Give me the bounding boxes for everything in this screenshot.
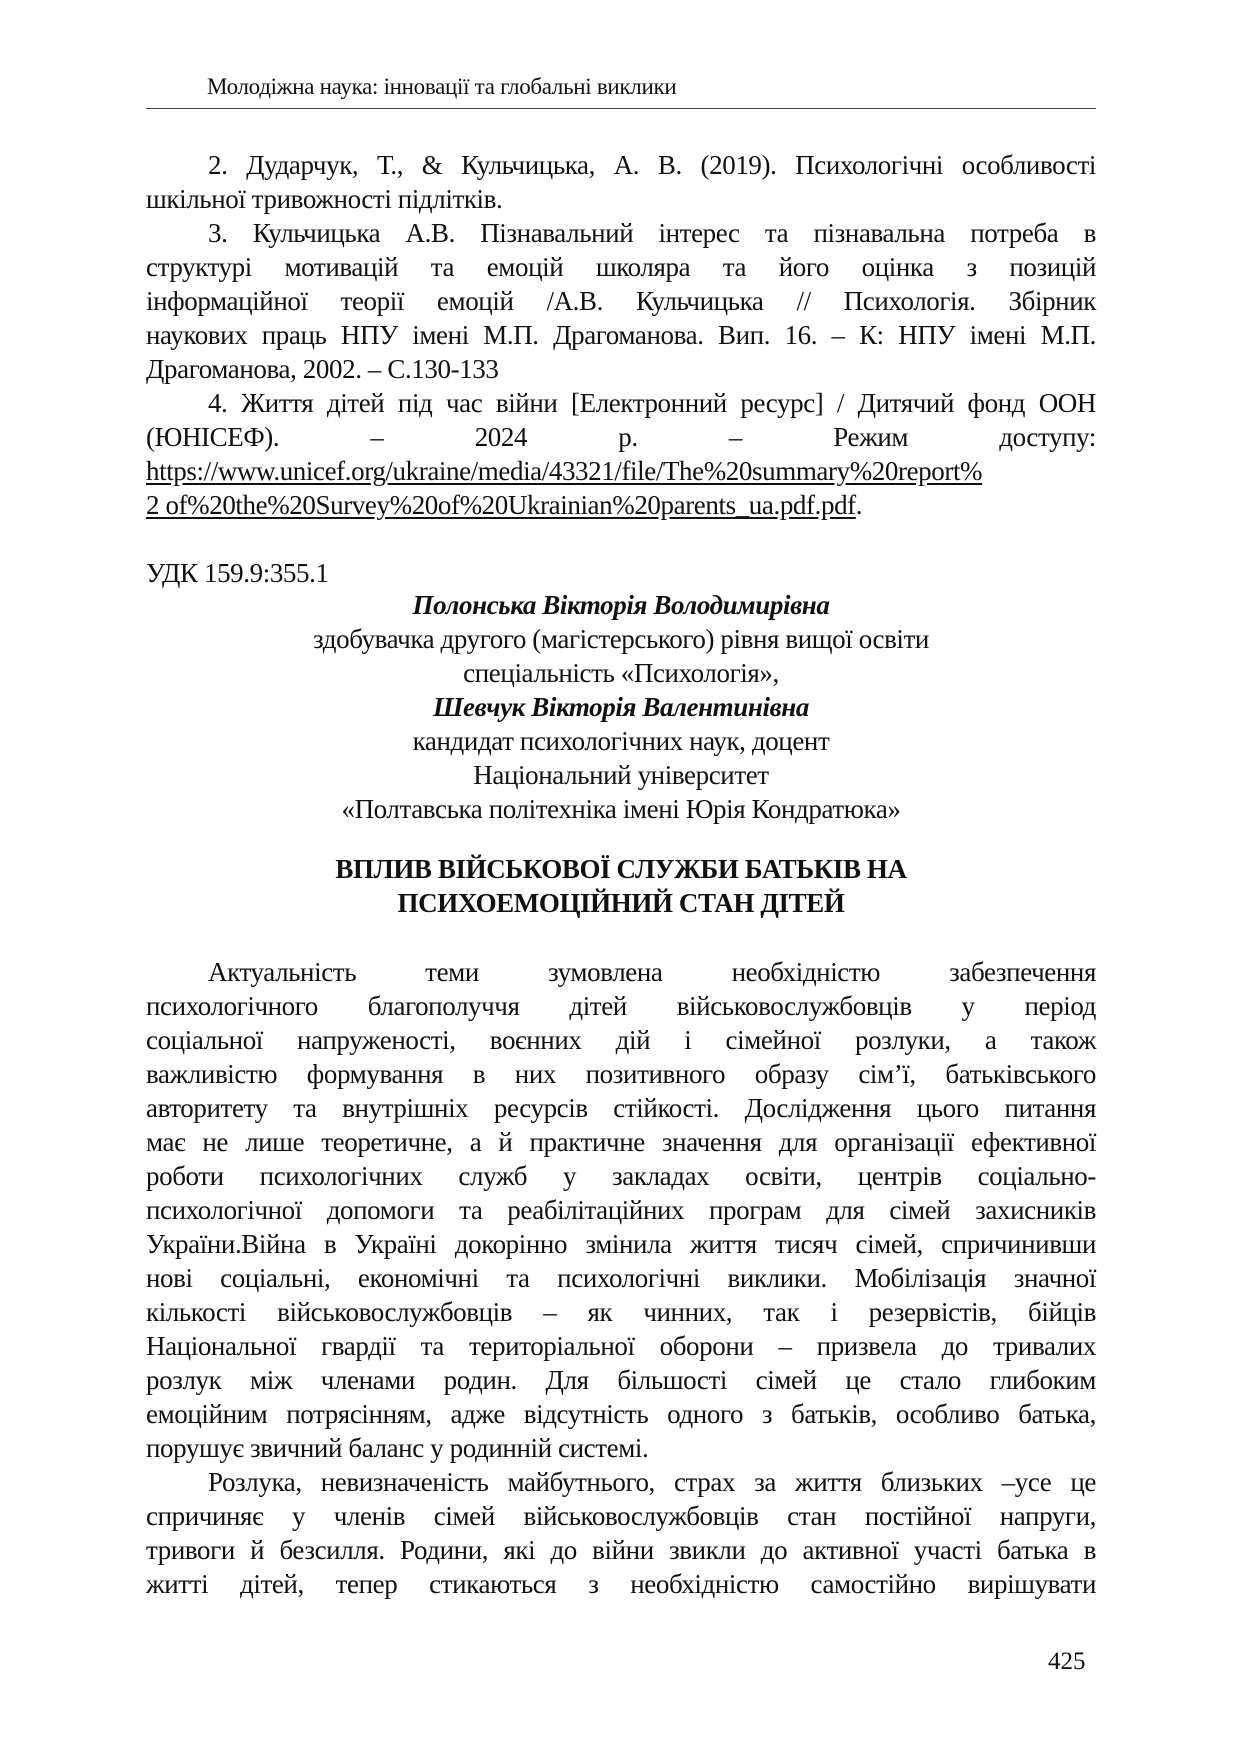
paragraph-line: спричиняє у членів сімей військовослужбовців стан постійної напруги, (146, 1501, 1096, 1531)
udc-code: УДК 159.9:355.1 (146, 558, 329, 588)
reference-line: наукових праць НПУ імені М.П. Драгоманова. Вип. 16. – К: НПУ імені М.П. (146, 320, 1096, 350)
reference-link-line (146, 488, 1096, 522)
reference-link-line (146, 454, 1096, 488)
reference-line (146, 420, 1096, 454)
paragraph-line: важливістю формування в них позитивного образу сім’ї, батьківського (146, 1059, 1096, 1089)
author-affiliation: Національний університет (473, 760, 769, 790)
paragraph-line: кількості військовослужбовців – як чинних, так і резервістів, бійців (146, 1297, 1096, 1327)
article-title (146, 852, 1096, 920)
reference-line: інформаційної теорії емоцій /А.В. Кульчицька // Психологія. Збірник (146, 286, 1096, 316)
running-header: Молодіжна наука: інновації та глобальні виклики (207, 74, 677, 99)
author-name: Шевчук Вікторія Валентинівна (433, 692, 809, 722)
author-name: Полонська Вікторія Володимирівна (412, 590, 830, 620)
reference-2 (146, 148, 1096, 216)
paragraph-line: порушує звичний баланс у родинній системі. (146, 1433, 649, 1463)
paragraph-line: Актуальність теми зумовлена необхідністю забезпечення (208, 957, 1096, 987)
page-number: 425 (1048, 1648, 1086, 1675)
paragraph-line: соціальної напруженості, воєнних дій і сімейної розлуки, а також (146, 1025, 1096, 1055)
author-block (146, 588, 1096, 826)
body-paragraph-1 (146, 955, 1096, 1465)
paragraph-line: розлук між членами родин. Для більшості сімей це стало глибоким (146, 1365, 1096, 1395)
reference-line: структурі мотивацій та емоцій школяра та його оцінка з позицій (146, 252, 1096, 282)
reference-3 (146, 216, 1096, 386)
paragraph-line: України.Війна в Україні докорінно змінила життя тисяч сімей, спричинивши (146, 1229, 1096, 1259)
paragraph-line: нові соціальні, економічні та психологічні виклики. Мобілізація значної (146, 1263, 1096, 1293)
paragraph-line: житті дітей, тепер стикаються з необхідністю самостійно вирішувати (146, 1569, 1096, 1599)
paragraph-line: тривоги й безсилля. Родини, які до війни звикли до активної участі батька в (146, 1535, 1096, 1565)
paragraph-line: емоційним потрясінням, адже відсутність одного з батьків, особливо батька, (146, 1399, 1096, 1429)
author-affiliation: спеціальність «Психологія», (463, 658, 779, 688)
paragraph-line: психологічної допомоги та реабілітаційних програм для сімей захисників (146, 1195, 1096, 1225)
link-trailing-period: . (855, 490, 863, 520)
reference-4 (146, 386, 1096, 522)
article-title-line: ПСИХОЕМОЦІЙНИЙ СТАН ДІТЕЙ (397, 888, 845, 918)
author-affiliation: здобувачка другого (магістерського) рівня вищої освіти (313, 624, 929, 654)
author-affiliation: кандидат психологічних наук, доцент (412, 726, 830, 756)
reference-line-text: (ЮНІСЕФ). – 2024 р. – Режим доступу: (146, 422, 1096, 452)
reference-line: шкільної тривожності підлітків. (146, 184, 503, 214)
reference-line: 3. Кульчицька А.В. Пізнавальний інтерес та пізнавальна потреба в (208, 218, 1096, 248)
paragraph-line: Розлука, невизначеність майбутнього, страх за життя близьких –усе це (208, 1467, 1096, 1497)
reference-line: 4. Життя дітей під час війни [Електронний ресурс] / Дитячий фонд ООН (208, 388, 1096, 418)
paragraph-line: роботи психологічних служб у закладах освіти, центрів соціально- (146, 1161, 1096, 1191)
reference-line: 2. Дударчук, Т., & Кульчицька, А. В. (2019). Психологічні особливості (208, 150, 1096, 180)
article-title-line: ВПЛИВ ВІЙСЬКОВОЇ СЛУЖБИ БАТЬКІВ НА (335, 854, 907, 884)
unicef-report-link[interactable]: https://www.unicef.org/ukraine/media/43321/file/The%20summary%20report% (146, 456, 983, 486)
author-affiliation: «Полтавська політехніка імені Юрія Кондратюка» (341, 794, 901, 824)
paragraph-line: має не лише теоретичне, а й практичне значення для організації ефективної (146, 1127, 1096, 1157)
paragraph-line: авторитету та внутрішніх ресурсів стійкості. Дослідження цього питання (146, 1093, 1096, 1123)
reference-line: Драгоманова, 2002. – С.130-133 (146, 354, 499, 384)
unicef-report-link-continued[interactable]: 2 of%20the%20Survey%20of%20Ukrainian%20parents_ua.pdf.pdf (146, 490, 856, 520)
paragraph-line: Національної гвардії та територіальної оборони – призвела до тривалих (146, 1331, 1096, 1361)
header-divider (146, 108, 1096, 109)
body-paragraph-2 (146, 1465, 1096, 1601)
paragraph-line: психологічного благополуччя дітей військовослужбовців у період (146, 991, 1096, 1021)
udc-code-block (146, 556, 1096, 590)
